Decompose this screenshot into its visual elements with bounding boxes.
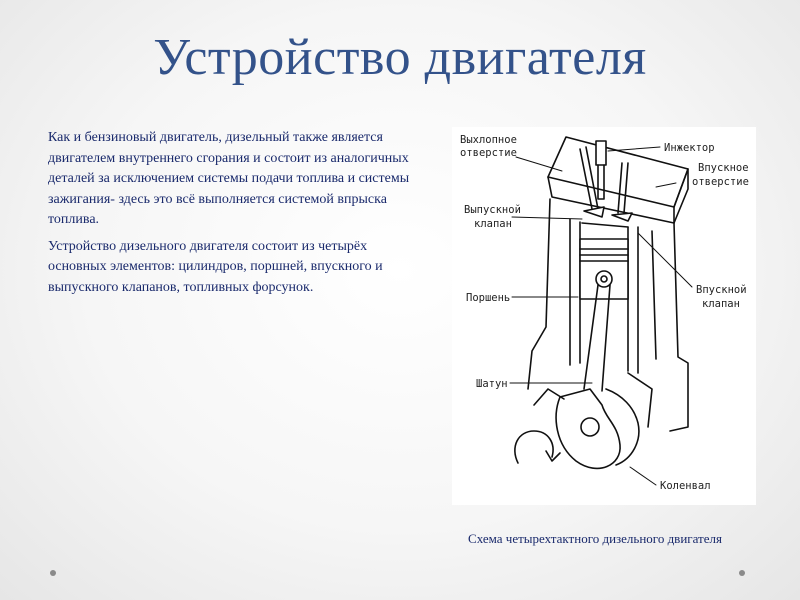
figure-caption: Схема четырехтактного дизельного двигателя	[468, 531, 722, 546]
body-text	[48, 128, 410, 304]
label-intake-port-2: отверстие	[692, 176, 749, 188]
label-exhaust-valve-2: клапан	[474, 218, 512, 230]
engine-diagram	[452, 127, 756, 505]
paragraph-2: Устройство дизельного двигателя состоит из четырёх основных элементов: цилиндров, поршней, впускного и выпускного клапанов, топливных форсунок.	[48, 238, 383, 295]
paragraph-1: Как и бензиновый двигатель, дизельный также является двигателем внутреннего сгорания и состоит из аналогичных деталей за исключением системы подачи топлива и системы зажигания- здесь это всё выполняется системой впрыска топлива.	[48, 130, 410, 227]
slide-title: Устройство двигателя	[153, 29, 647, 86]
label-intake-port-1: Впускное	[698, 162, 749, 174]
engine-diagram-svg	[452, 127, 756, 505]
label-rod: Шатун	[476, 378, 508, 390]
label-injector: Инжектор	[664, 142, 715, 154]
label-exhaust-valve-1: Выпускной	[464, 204, 521, 216]
label-crankshaft: Коленвал	[660, 480, 711, 492]
slide-nav-dot-right	[739, 570, 745, 576]
label-exhaust-port-1: Выхлопное	[460, 134, 517, 146]
label-intake-valve-2: клапан	[702, 298, 740, 310]
label-piston: Поршень	[466, 292, 511, 304]
slide-nav-dot-left	[50, 570, 56, 576]
label-intake-valve-1: Впускной	[696, 284, 747, 296]
label-exhaust-port-2: отверстие	[460, 147, 517, 159]
